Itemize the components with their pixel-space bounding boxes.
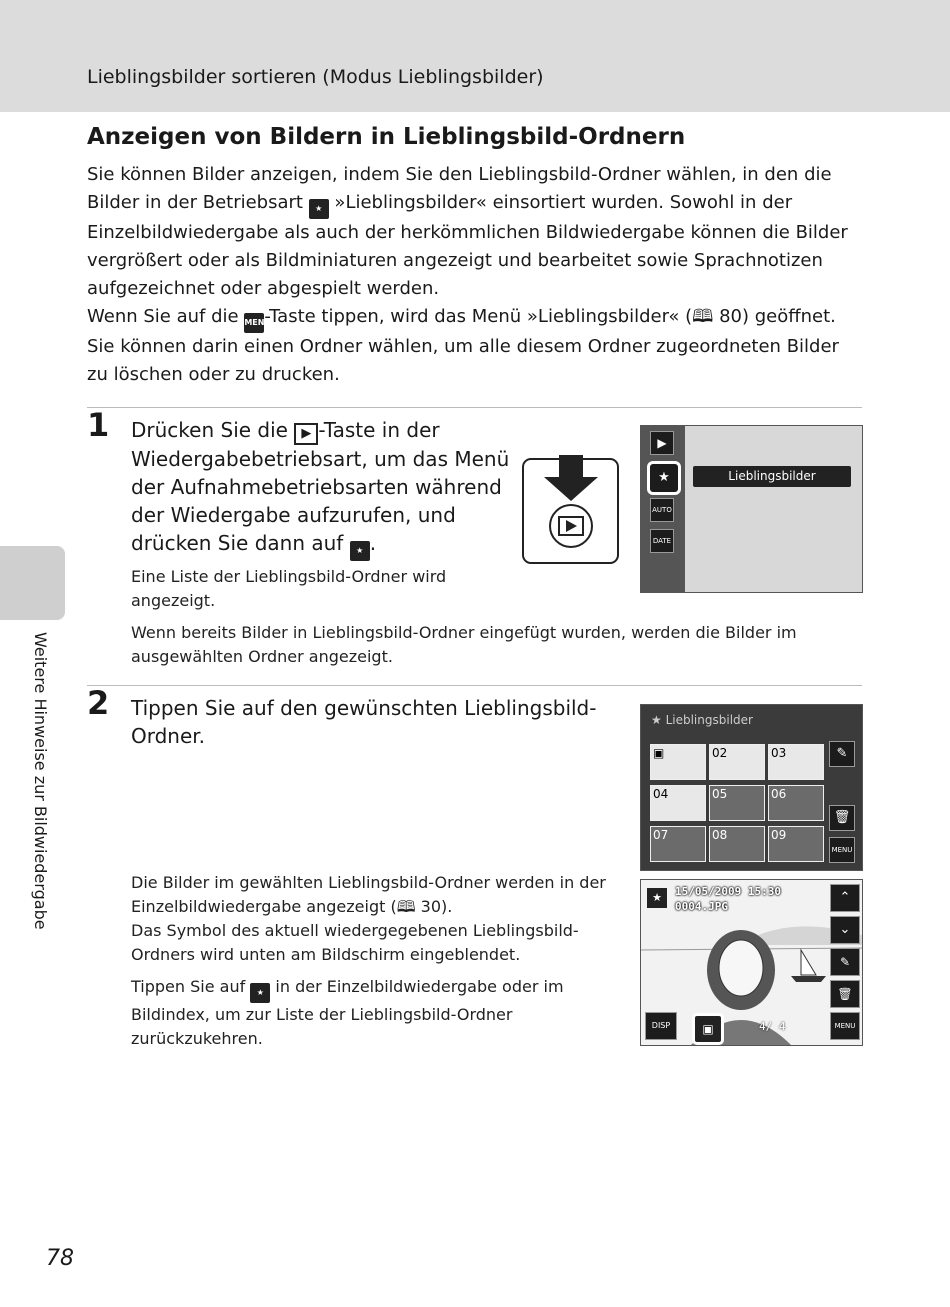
- folder-thumb[interactable]: [709, 785, 765, 821]
- folder-number: 03: [771, 746, 787, 760]
- intro-text: [87, 161, 862, 389]
- favorites-mode-icon: ★: [350, 541, 370, 561]
- trash-icon[interactable]: 🗑: [830, 980, 860, 1008]
- favorites-return-icon[interactable]: ★: [647, 888, 667, 908]
- camera-play-button-illustration: [522, 455, 620, 565]
- folder-thumb[interactable]: [709, 744, 765, 780]
- menu-button[interactable]: MENU: [829, 837, 855, 863]
- favorites-list-icon: ★: [250, 983, 270, 1003]
- grid-title: [651, 713, 753, 727]
- step1-note1: Eine Liste der Lieblingsbild-Ordner wird angezeigt.: [131, 567, 447, 610]
- folder-thumb[interactable]: [650, 826, 706, 862]
- disp-button[interactable]: DISP: [645, 1012, 677, 1040]
- folder-number: 09: [771, 828, 787, 842]
- step2-note2: Das Symbol des aktuell wiedergegebenen Lieblingsbild-Ordners wird unten am Bildschirm eingeblendet.: [131, 921, 579, 964]
- folder-number: 07: [653, 828, 669, 842]
- menu-button-icon: MENU: [244, 313, 264, 333]
- trash-icon[interactable]: 🗑: [829, 805, 855, 831]
- step2-notes: [131, 871, 611, 1059]
- page-number: 78: [46, 1246, 74, 1271]
- folder-thumb[interactable]: [768, 826, 824, 862]
- folder-thumb[interactable]: [768, 785, 824, 821]
- folder-thumb[interactable]: [650, 785, 706, 821]
- menu-button[interactable]: MENU: [830, 1012, 860, 1040]
- favorites-mode-icon[interactable]: ★: [647, 461, 681, 495]
- menu-item-favorites[interactable]: Lieblingsbilder: [693, 466, 851, 487]
- step1-note2: Wenn bereits Bilder in Lieblingsbild-Ordner eingefügt wurden, werden die Bilder im ausgewählten Ordner angezeigt.: [131, 623, 797, 666]
- step-number: 1: [87, 406, 110, 444]
- section-title: Anzeigen von Bildern in Lieblingsbild-Ordnern: [87, 124, 686, 150]
- step2-note3-a: Tippen Sie auf: [131, 977, 251, 996]
- edit-icon[interactable]: ✎: [830, 948, 860, 976]
- intro-p1-start: Sie können Bilder anzeigen, indem Sie den Lieblingsbild-Ordner wählen, in den die Bilder in der Betriebsart: [87, 164, 832, 213]
- folder-thumb[interactable]: [768, 744, 824, 780]
- folder-thumb[interactable]: [709, 826, 765, 862]
- intro-p2-start: Wenn Sie auf die: [87, 306, 245, 327]
- scroll-down-icon[interactable]: ⌄: [830, 916, 860, 944]
- list-by-date-icon[interactable]: DATE: [650, 529, 674, 553]
- chapter-label: Weitere Hinweise zur Bildwiedergabe: [31, 632, 50, 930]
- auto-sort-icon[interactable]: AUTO: [650, 498, 674, 522]
- step2-note1-a: Die Bilder im gewählten Lieblingsbild-Ordner werden in der Einzelbildwiedergabe angezeigt (: [131, 873, 606, 916]
- intro-p1-end: »Lieblingsbilder« einsortiert wurden. Sowohl in der Einzelbildwiedergabe als auch der herkömmlichen Bildwiedergabe können die Bilder vergrößert oder als Bildminiaturen angezeigt und bearbeitet sowie Sprachnotizen aufgezeichnet oder abgespielt werden.: [87, 192, 848, 299]
- lcd-folder-grid: [640, 704, 863, 871]
- book-icon: 🕮: [692, 306, 720, 327]
- folder-number: 05: [712, 787, 728, 801]
- chapter-tab: [0, 546, 65, 620]
- divider: [87, 685, 862, 686]
- step1-text-a: Drücken Sie die: [131, 418, 295, 442]
- lcd-playback: [640, 879, 863, 1046]
- folder-number: 04: [653, 787, 669, 801]
- favorites-icon: ★: [651, 713, 666, 727]
- intro-p2-mid: -Taste tippen, wird das Menü »Lieblingsbilder« (: [264, 306, 693, 327]
- folder-number: 06: [771, 787, 787, 801]
- intro-p2-end: ) geöffnet. Sie können darin einen Ordner wählen, um alle diesem Ordner zugeordneten Bilder zu löschen oder zu drucken.: [87, 306, 839, 385]
- folder-thumb[interactable]: [650, 744, 706, 780]
- running-header: Lieblingsbilder sortieren (Modus Lieblingsbilder): [87, 66, 544, 88]
- step1-instruction: [131, 416, 511, 561]
- edit-icon[interactable]: ✎: [829, 741, 855, 767]
- datetime: 15/05/2009 15:30: [675, 885, 781, 898]
- divider: [87, 407, 862, 408]
- step1-text-c: .: [369, 531, 377, 555]
- step1-text-b: -Taste in der Wiedergabebetriebsart, um das Menü der Aufnahmebetriebsarten während der Wiedergabe aufzurufen, und drücken Sie dann auf: [131, 418, 510, 555]
- step2-note1-b: ).: [441, 897, 453, 916]
- grid-title-text: Lieblingsbilder: [665, 713, 753, 727]
- step2-instruction: Tippen Sie auf den gewünschten Lieblingsbild-Ordner.: [131, 696, 597, 748]
- filename: 0004.JPG: [675, 900, 728, 913]
- folder-number: 02: [712, 746, 728, 760]
- intro-p2-ref: 80: [719, 306, 742, 327]
- scroll-up-icon[interactable]: ⌃: [830, 884, 860, 912]
- book-icon: 🕮: [396, 897, 421, 916]
- step2-note3-b: in der Einzelbildwiedergabe oder im Bildindex, um zur Liste der Lieblingsbild-Ordner zurückzukehren.: [131, 977, 564, 1048]
- step2-note1-ref: 30: [420, 897, 442, 916]
- image-counter: 4/ 4: [759, 1020, 786, 1033]
- step-number: 2: [87, 684, 110, 722]
- play-button-icon: ▶: [294, 423, 318, 445]
- play-mode-icon[interactable]: ▶: [650, 431, 674, 455]
- folder-number: 08: [712, 828, 728, 842]
- header-band: [0, 0, 950, 112]
- folder-icon: ▣: [653, 746, 665, 760]
- current-folder-icon: ▣: [692, 1013, 724, 1045]
- favorites-mode-icon: ★: [309, 199, 329, 219]
- lcd-mode-menu: [640, 425, 863, 593]
